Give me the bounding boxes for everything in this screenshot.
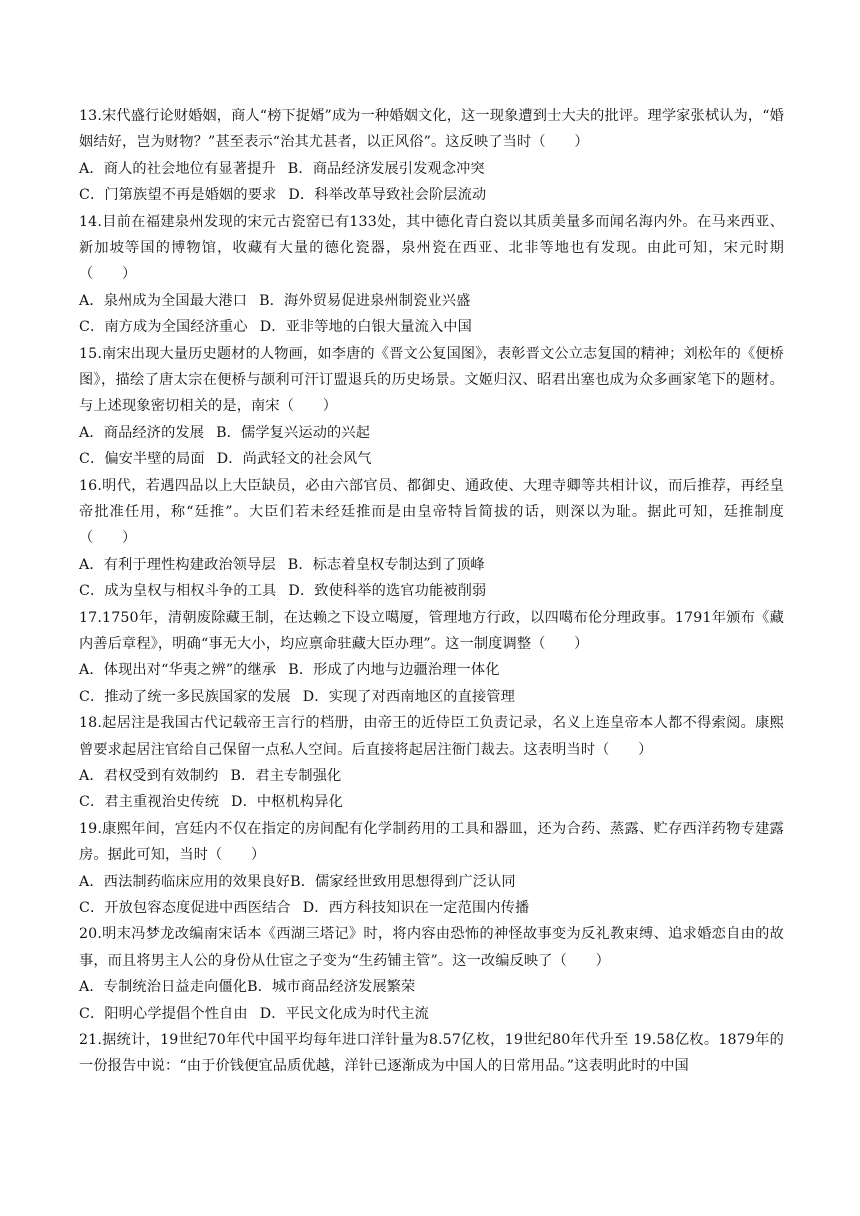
option-c: C．推动了统一多民族国家的发展 bbox=[79, 688, 291, 705]
option-row bbox=[79, 182, 784, 208]
option-a: A．专制统治日益走向僵化 bbox=[79, 979, 248, 996]
option-b: B．标志着皇权专制达到了顶峰 bbox=[287, 556, 485, 573]
option-row bbox=[79, 156, 784, 182]
option-d: D．中枢机构异化 bbox=[231, 794, 343, 811]
option-row bbox=[79, 578, 784, 604]
option-row bbox=[79, 763, 784, 789]
option-row bbox=[79, 684, 784, 710]
question-15 bbox=[79, 341, 784, 473]
option-b: B．海外贸易促进泉州制瓷业兴盛 bbox=[259, 292, 471, 309]
option-c: C．成为皇权与相权斗争的工具 bbox=[79, 583, 277, 600]
option-row bbox=[79, 869, 784, 895]
question-stem: 19.康熙年间，宫廷内不仅在指定的房间配有化学制药用的工具和器皿，还为合药、蒸露、贮存西洋药物专建露房。据此可知，当时（ ） bbox=[79, 820, 784, 864]
option-row bbox=[79, 1001, 784, 1027]
option-b: B．城市商品经济发展繁荣 bbox=[247, 979, 416, 996]
option-b: B．形成了内地与边疆治理一体化 bbox=[288, 662, 500, 679]
option-d: D．亚非等地的白银大量流入中国 bbox=[259, 319, 472, 336]
option-row bbox=[79, 789, 784, 815]
question-18 bbox=[79, 710, 784, 816]
option-d: D．西方科技知识在一定范围内传播 bbox=[302, 899, 530, 916]
option-row bbox=[79, 895, 784, 921]
option-a: A．西法制药临床应用的效果良好 bbox=[79, 873, 291, 890]
option-a: A．体现出对“华夷之辨”的继承 bbox=[79, 662, 277, 679]
option-a: A．泉州成为全国最大港口 bbox=[79, 292, 248, 309]
question-list bbox=[79, 103, 784, 1080]
question-16 bbox=[79, 473, 784, 605]
option-row bbox=[79, 314, 784, 340]
option-row bbox=[79, 420, 784, 446]
question-14 bbox=[79, 209, 784, 341]
option-b: B．君主专制强化 bbox=[230, 768, 342, 784]
option-b: B．儒家经世致用思想得到广泛认同 bbox=[290, 873, 516, 890]
option-d: D．平民文化成为时代主流 bbox=[259, 1005, 429, 1022]
option-c: C．偏安半壁的局面 bbox=[79, 451, 205, 468]
option-a: A．君权受到有效制约 bbox=[79, 768, 219, 784]
option-a: A．商品经济的发展 bbox=[79, 424, 205, 441]
option-a: A．有利于理性构建政治领导层 bbox=[79, 556, 276, 573]
option-d: D．科举改革导致社会阶层流动 bbox=[288, 187, 487, 204]
question-stem: 14.目前在福建泉州发现的宋元古瓷窑已有133处，其中德化青白瓷以其质美量多而闻名海内外。在马来西亚、新加坡等国的博物馆，收藏有大量的德化瓷器，泉州瓷在西亚、北非等地也有发现。由此可知，宋元时期（ ） bbox=[79, 213, 784, 283]
question-stem: 15.南宋出现大量历史题材的人物画，如李唐的《晋文公复国图》，表彰晋文公立志复国的精神；刘松年的《便桥图》，描绘了唐太宗在便桥与颉利可汗订盟退兵的历史场景。文姬归汉、昭君出塞也成为众多画家笔下的题材。与上述现象密切相关的是，南宋（ ） bbox=[79, 345, 784, 415]
option-c: C．君主重视治史传统 bbox=[79, 794, 220, 811]
question-21 bbox=[79, 1027, 784, 1080]
question-20 bbox=[79, 921, 784, 1027]
option-b: B．儒学复兴运动的兴起 bbox=[216, 424, 371, 441]
option-a: A．商人的社会地位有显著提升 bbox=[79, 160, 276, 177]
option-b: B．商品经济发展引发观念冲突 bbox=[287, 160, 485, 177]
question-17 bbox=[79, 605, 784, 711]
option-c: C．阳明心学提倡个性自由 bbox=[79, 1005, 248, 1022]
option-d: D．尚武轻文的社会风气 bbox=[216, 451, 372, 468]
option-c: C．门第族望不再是婚姻的要求 bbox=[79, 187, 277, 204]
question-stem: 17.1750年，清朝废除藏王制，在达赖之下设立噶厦，管理地方行政，以四噶布伦分理政事。1791年颁布《藏内善后章程》，明确“事无大小，均应禀命驻藏大臣办理”。这一制度调整（ ） bbox=[79, 609, 784, 652]
option-row bbox=[79, 552, 784, 578]
option-c: C．南方成为全国经济重心 bbox=[79, 319, 248, 336]
option-d: D．致使科举的选官功能被削弱 bbox=[288, 583, 487, 600]
option-row bbox=[79, 288, 784, 314]
question-stem: 13.宋代盛行论财婚姻，商人“榜下捉婿”成为一种婚姻文化，这一现象遭到士大夫的批评。理学家张栻认为，“婚姻结好，岂为财物？”甚至表示“治其尤甚者，以正风俗”。这反映了当时（ ） bbox=[79, 108, 784, 151]
option-row bbox=[79, 446, 784, 472]
question-19 bbox=[79, 816, 784, 922]
option-c: C．开放包容态度促进中西医结合 bbox=[79, 899, 291, 916]
question-stem: 16.明代，若遇四品以上大臣缺员，必由六部官员、都御史、通政使、大理寺卿等共相计议，而后推荐，再经皇帝批准任用，称“廷推”。大臣们若未经廷推而是由皇帝特旨简拔的话，则深以为耻。据此可知，廷推制度（ ） bbox=[79, 477, 784, 547]
option-d: D．实现了对西南地区的直接管理 bbox=[302, 688, 515, 705]
question-stem: 20.明末冯梦龙改编南宋话本《西湖三塔记》时，将内容由恐怖的神怪故事变为反礼教束缚、追求婚恋自由的故事，而且将男主人公的身份从仕宦之子变为“生药铺主管”。这一改编反映了（ ） bbox=[79, 926, 784, 969]
question-13 bbox=[79, 103, 784, 209]
option-row bbox=[79, 657, 784, 683]
option-row bbox=[79, 974, 784, 1000]
question-stem: 18.起居注是我国古代记载帝王言行的档册，由帝王的近侍臣工负责记录，名义上连皇帝本人都不得索阅。康熙曾要求起居注官给自己保留一点私人空间。后直接将起居注衙门裁去。这表明当时（ ） bbox=[79, 715, 784, 758]
question-stem: 21.据统计，19世纪70年代中国平均每年进口洋针量为8.57亿枚，19世纪80年代升至 19.58亿枚。1879年的一份报告中说：“由于价钱便宜品质优越，洋针已逐渐成为中国人的日常用品。”这表明此时的中国 bbox=[79, 1031, 784, 1075]
